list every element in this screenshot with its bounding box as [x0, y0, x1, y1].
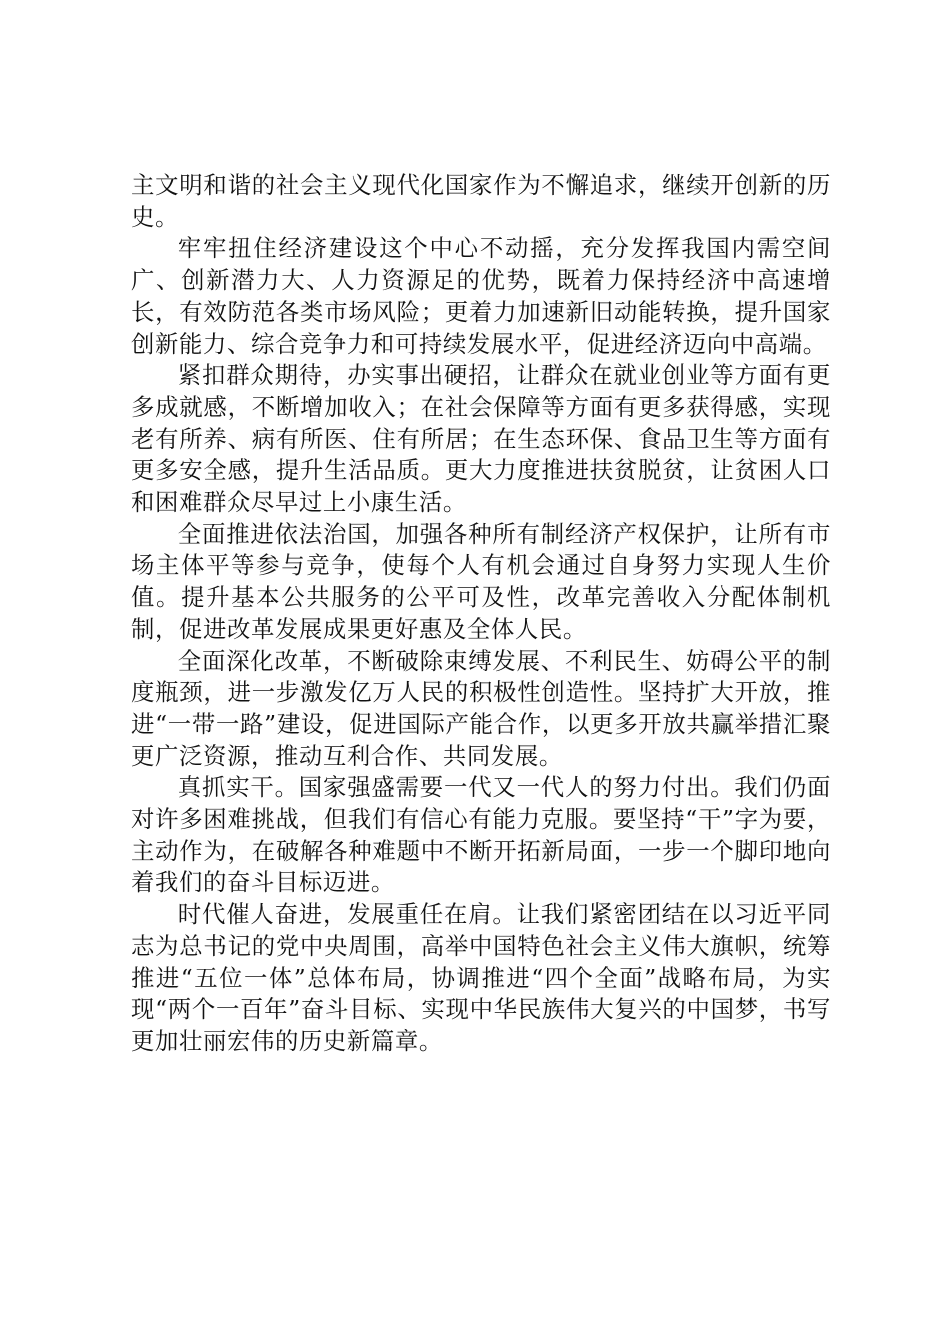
paragraph-closing: 时代催人奋进，发展重任在肩。让我们紧密团结在以习近平同志为总书记的党中央周围，高举中国特色社会主义伟大旗帜，统筹推进“五位一体”总体布局，协调推进“四个全面”战略布局，为实现“两个一百年”奋斗目标、实现中华民族伟大复兴的中国梦，书写更加壮丽宏伟的历史新篇章。	[131, 900, 831, 1055]
paragraph-economy: 牢牢扭住经济建设这个中心不动摇，充分发挥我国内需空间广、创新潜力大、人力资源足的优势，既着力保持经济中高速增长，有效防范各类市场风险；更着力加速新旧动能转换，提升国家创新能力、综合竞争力和可持续发展水平，促进经济迈向中高端。	[131, 234, 831, 358]
paragraph-public-expectations: 紧扣群众期待，办实事出硬招，让群众在就业创业等方面有更多成就感，不断增加收入；在社会保障等方面有更多获得感，实现老有所养、病有所医、住有所居；在生态环保、食品卫生等方面有更多安全感，提升生活品质。更大力度推进扶贫脱贫，让贫困人口和困难群众尽早过上小康生活。	[131, 361, 831, 517]
paragraph-hard-work: 真抓实干。国家强盛需要一代又一代人的努力付出。我们仍面对许多困难挑战，但我们有信心有能力克服。要坚持“干”字为要，主动作为，在破解各种难题中不断开拓新局面，一步一个脚印地向着我们的奋斗目标迈进。	[131, 773, 831, 897]
paragraph-continuation: 主文明和谐的社会主义现代化国家作为不懈追求，继续开创新的历史。	[131, 171, 831, 231]
document-body	[131, 170, 831, 1058]
paragraph-rule-of-law: 全面推进依法治国，加强各种所有制经济产权保护，让所有市场主体平等参与竞争，使每个人有机会通过自身努力实现人生价值。提升基本公共服务的公平可及性，改革完善收入分配体制机制，促进改革发展成果更好惠及全体人民。	[131, 519, 831, 643]
paragraph-reform: 全面深化改革，不断破除束缚发展、不利民生、妨碍公平的制度瓶颈，进一步激发亿万人民的积极性创造性。坚持扩大开放，推进“一带一路”建设，促进国际产能合作，以更多开放共赢举措汇聚更广泛资源，推动互利合作、共同发展。	[131, 646, 831, 770]
